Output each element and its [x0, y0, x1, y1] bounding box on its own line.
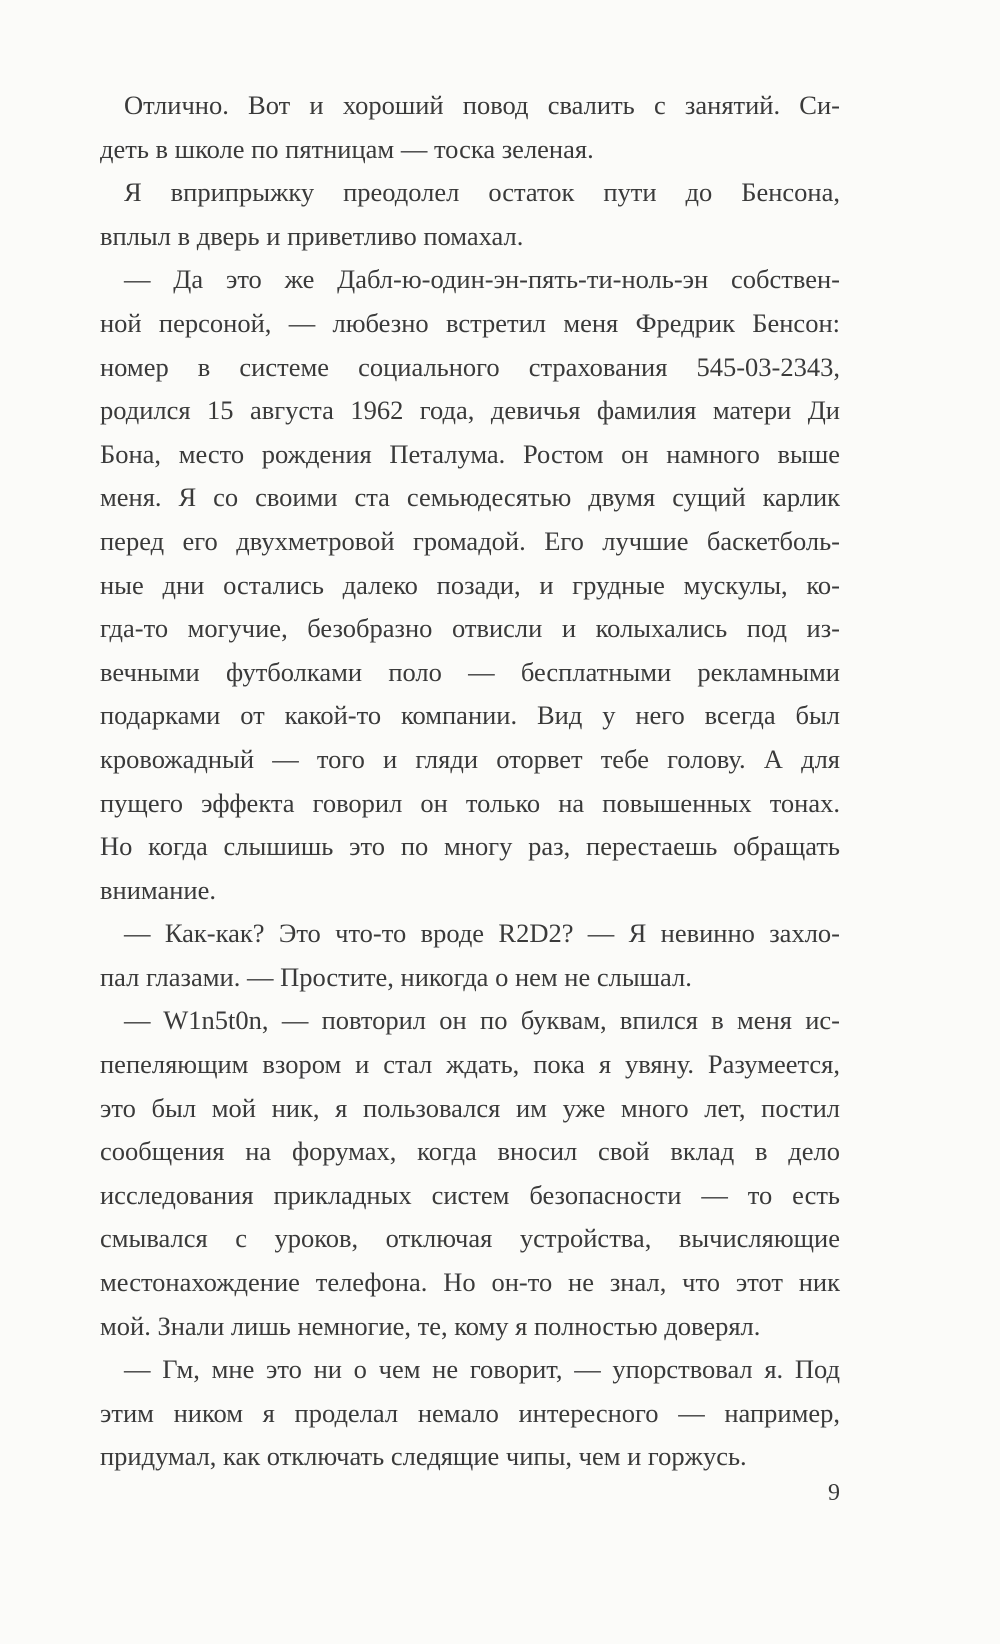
text-line: вплыл в дверь и приветливо помахал.: [100, 220, 524, 251]
text-line: внимание.: [100, 874, 216, 905]
paragraph: [100, 912, 840, 999]
text-line: это был мой ник, я пользовался им уже много лет, постил: [100, 1092, 840, 1123]
text-line: Отлично. Вот и хороший повод свалить с занятий. Си-: [124, 90, 840, 120]
text-line: подарками от какой-то компании. Вид у него всегда был: [100, 700, 840, 731]
text-line: вечными футболками поло — бесплатными рекламными: [100, 656, 840, 687]
text-line: исследования прикладных систем безопасности — то есть: [100, 1179, 840, 1210]
text-line: — Как-как? Это что-то вроде R2D2? — Я невинно захло-: [124, 918, 840, 949]
text-line: местонахождение телефона. Но он-то не знал, что этот ник: [100, 1267, 840, 1298]
text-line: Но когда слышишь это по многу раз, перестаешь обращать: [100, 831, 840, 862]
text-line: гда-то могучие, безобразно отвисли и колыхались под из-: [100, 613, 840, 644]
text-line: мой. Знали лишь немногие, те, кому я полностью доверял.: [100, 1310, 761, 1341]
text-line: перед его двухметровой громадой. Его лучшие баскетболь-: [100, 525, 840, 556]
text-line: пал глазами. — Простите, никогда о нем не слышал.: [100, 961, 692, 992]
text-line: — Гм, мне это ни о чем не говорит, — упорствовал я. Под: [124, 1354, 840, 1385]
text-line: сообщения на форумах, когда вносил свой вклад в дело: [100, 1136, 840, 1167]
book-page-text: [100, 84, 840, 1479]
text-line: — W1n5t0n, — повторил он по буквам, впился в меня ис-: [124, 1005, 840, 1036]
text-line: — Да это же Дабл-ю-один-эн-пять-ти-ноль-эн собствен-: [124, 264, 840, 295]
paragraph: [100, 1348, 840, 1479]
text-line: ной персоной, — любезно встретил меня Фредрик Бенсон:: [100, 307, 840, 338]
text-line: этим ником я проделал немало интересного — например,: [100, 1397, 840, 1428]
text-line: кровожадный — того и гляди оторвет тебе голову. А для: [100, 743, 840, 774]
text-line: Я вприпрыжку преодолел остаток пути до Бенсона,: [124, 177, 840, 208]
text-line: ные дни остались далеко позади, и грудные мускулы, ко-: [100, 569, 840, 600]
text-line: номер в системе социального страхования 545-03-2343,: [100, 351, 840, 382]
paragraph: [100, 999, 840, 1348]
text-line: родился 15 августа 1962 года, девичья фамилия матери Ди: [100, 395, 840, 426]
paragraph: [100, 258, 840, 912]
text-line: пепеляющим взором и стал ждать, пока я увяну. Разумеется,: [100, 1049, 840, 1080]
paragraph: [100, 84, 840, 171]
text-line: деть в школе по пятницам — тоска зеленая.: [100, 133, 594, 164]
page-number: 9: [828, 1480, 840, 1506]
text-line: смывался с уроков, отключая устройства, вычисляющие: [100, 1223, 840, 1254]
text-line: Бона, место рождения Петалума. Ростом он намного выше: [100, 438, 840, 469]
text-line: придумал, как отключать следящие чипы, чем и горжусь.: [100, 1441, 747, 1472]
text-line: меня. Я со своими ста семьюдесятью двумя сущий карлик: [100, 482, 840, 513]
text-line: пущего эффекта говорил он только на повышенных тонах.: [100, 787, 840, 818]
paragraph: [100, 171, 840, 258]
